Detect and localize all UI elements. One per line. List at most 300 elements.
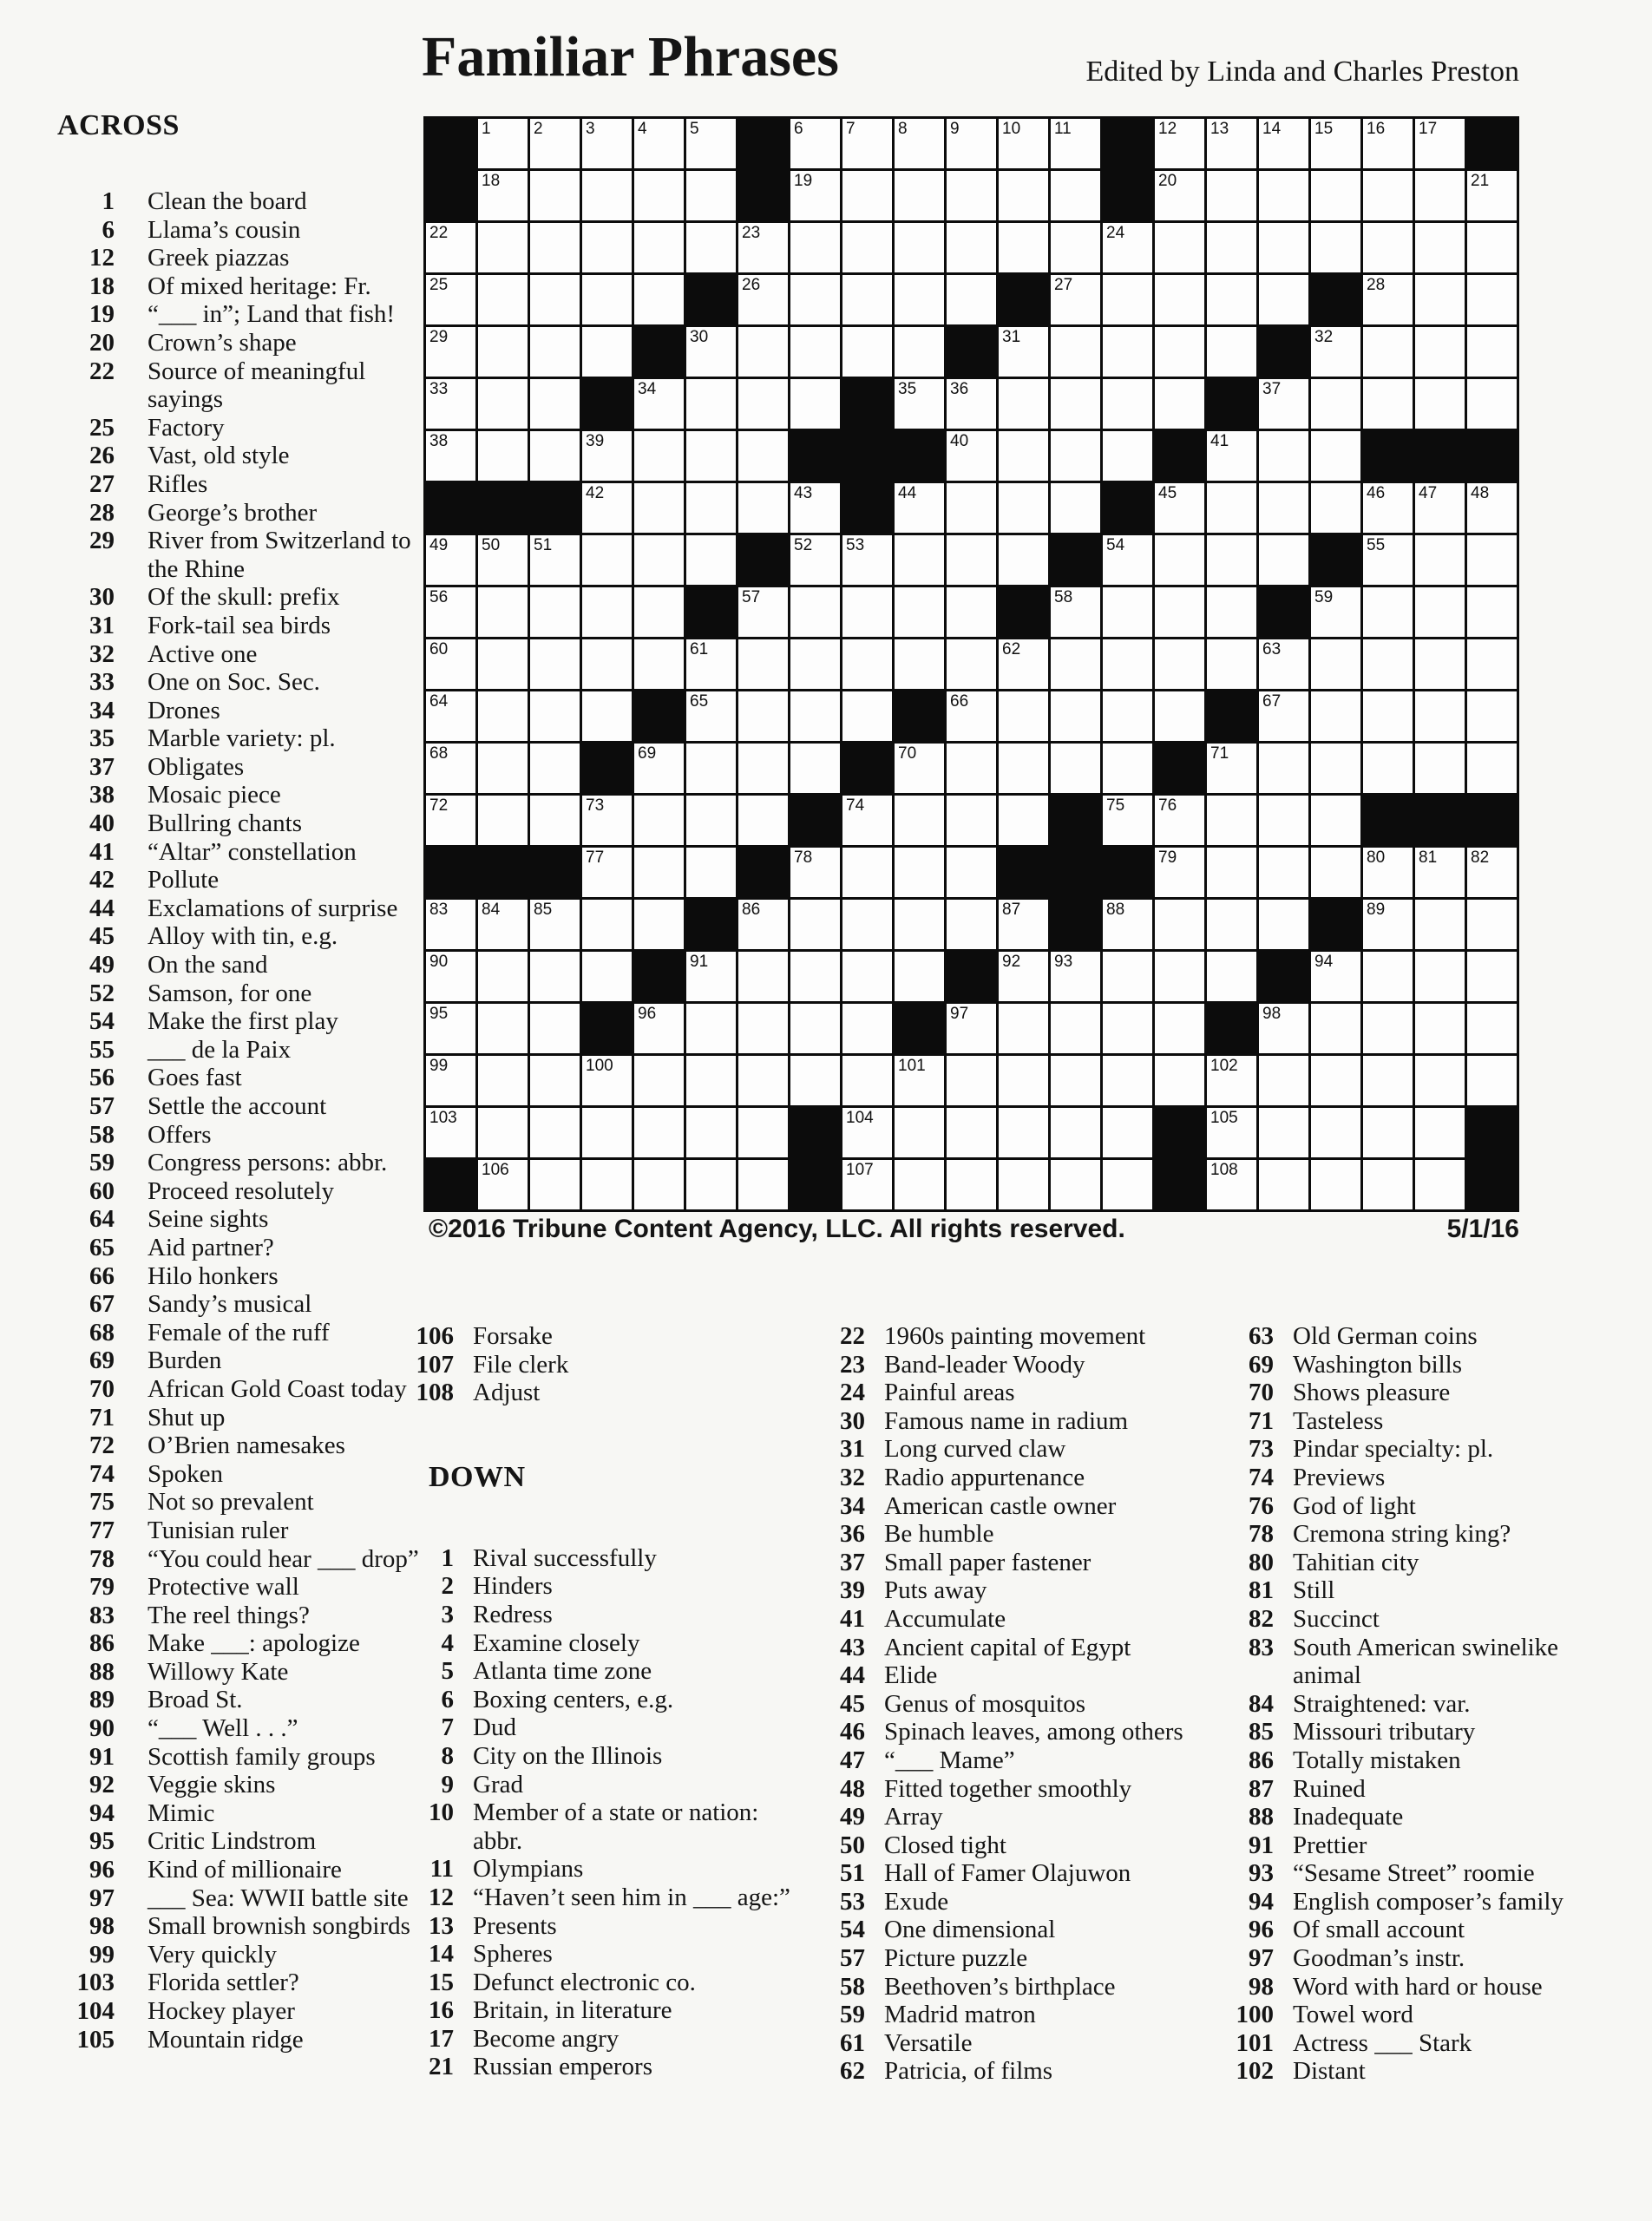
grid-cell[interactable]: [426, 431, 475, 481]
grid-cell[interactable]: [790, 223, 840, 272]
grid-cell[interactable]: [530, 223, 580, 272]
grid-cell[interactable]: [478, 379, 528, 429]
grid-cell[interactable]: [530, 639, 580, 689]
grid-cell[interactable]: [947, 639, 996, 689]
grid-cell[interactable]: [1051, 639, 1100, 689]
grid-cell[interactable]: [947, 744, 996, 793]
grid-cell[interactable]: [1415, 639, 1465, 689]
grid-cell[interactable]: [582, 327, 632, 377]
grid-cell[interactable]: [1103, 275, 1152, 324]
grid-cell[interactable]: [530, 900, 580, 949]
grid-cell[interactable]: [947, 119, 996, 168]
grid-cell[interactable]: [582, 275, 632, 324]
grid-cell[interactable]: [947, 379, 996, 429]
grid-cell[interactable]: [634, 796, 684, 845]
grid-cell[interactable]: [1363, 639, 1413, 689]
grid-cell[interactable]: [1051, 431, 1100, 481]
grid-cell[interactable]: [1363, 379, 1413, 429]
grid-cell[interactable]: [1103, 379, 1152, 429]
grid-cell[interactable]: [478, 327, 528, 377]
grid-cell[interactable]: [634, 1004, 684, 1053]
grid-cell[interactable]: [1259, 639, 1308, 689]
grid-cell[interactable]: [738, 587, 788, 637]
grid-cell[interactable]: [1155, 1056, 1204, 1105]
grid-cell[interactable]: [895, 379, 944, 429]
grid-cell[interactable]: [426, 639, 475, 689]
grid-cell[interactable]: [1311, 639, 1360, 689]
grid-cell[interactable]: [999, 1004, 1048, 1053]
grid-cell[interactable]: [1311, 691, 1360, 741]
grid-cell[interactable]: [478, 275, 528, 324]
grid-cell[interactable]: [738, 483, 788, 533]
grid-cell[interactable]: [582, 119, 632, 168]
grid-cell[interactable]: [1259, 275, 1308, 324]
grid-cell[interactable]: [582, 1056, 632, 1105]
grid-cell[interactable]: [1415, 1160, 1465, 1209]
grid-cell[interactable]: [1207, 327, 1256, 377]
grid-cell[interactable]: [686, 1160, 736, 1209]
grid-cell[interactable]: [478, 900, 528, 949]
grid-cell[interactable]: [530, 275, 580, 324]
grid-cell[interactable]: [1207, 587, 1256, 637]
grid-cell[interactable]: [1363, 900, 1413, 949]
grid-cell[interactable]: [1415, 1108, 1465, 1157]
grid-cell[interactable]: [1415, 744, 1465, 793]
grid-cell[interactable]: [999, 639, 1048, 689]
grid-cell[interactable]: [1155, 223, 1204, 272]
grid-cell[interactable]: [1207, 535, 1256, 585]
grid-cell[interactable]: [686, 1056, 736, 1105]
grid-cell[interactable]: [1051, 1004, 1100, 1053]
grid-cell[interactable]: [738, 275, 788, 324]
grid-cell[interactable]: [999, 952, 1048, 1001]
grid-cell[interactable]: [530, 1004, 580, 1053]
grid-cell[interactable]: [582, 952, 632, 1001]
grid-cell[interactable]: [1259, 796, 1308, 845]
grid-cell[interactable]: [999, 744, 1048, 793]
grid-cell[interactable]: [947, 171, 996, 220]
grid-cell[interactable]: [1259, 900, 1308, 949]
grid-cell[interactable]: [738, 900, 788, 949]
grid-cell[interactable]: [426, 535, 475, 585]
grid-cell[interactable]: [1311, 119, 1360, 168]
grid-cell[interactable]: [999, 327, 1048, 377]
grid-cell[interactable]: [738, 691, 788, 741]
grid-cell[interactable]: [1155, 483, 1204, 533]
grid-cell[interactable]: [1363, 119, 1413, 168]
grid-cell[interactable]: [738, 1056, 788, 1105]
grid-cell[interactable]: [426, 900, 475, 949]
grid-cell[interactable]: [478, 119, 528, 168]
grid-cell[interactable]: [1051, 327, 1100, 377]
grid-cell[interactable]: [1311, 796, 1360, 845]
grid-cell[interactable]: [1467, 1004, 1517, 1053]
grid-cell[interactable]: [1467, 483, 1517, 533]
grid-cell[interactable]: [895, 483, 944, 533]
grid-cell[interactable]: [1363, 1056, 1413, 1105]
grid-cell[interactable]: [478, 1004, 528, 1053]
grid-cell[interactable]: [1103, 223, 1152, 272]
grid-cell[interactable]: [1207, 1056, 1256, 1105]
grid-cell[interactable]: [1363, 1108, 1413, 1157]
grid-cell[interactable]: [842, 171, 892, 220]
grid-cell[interactable]: [1467, 275, 1517, 324]
grid-cell[interactable]: [530, 119, 580, 168]
grid-cell[interactable]: [790, 275, 840, 324]
grid-cell[interactable]: [634, 639, 684, 689]
grid-cell[interactable]: [1103, 796, 1152, 845]
grid-cell[interactable]: [895, 223, 944, 272]
grid-cell[interactable]: [1207, 431, 1256, 481]
grid-cell[interactable]: [895, 1108, 944, 1157]
grid-cell[interactable]: [1103, 1160, 1152, 1209]
grid-cell[interactable]: [1103, 900, 1152, 949]
grid-cell[interactable]: [1155, 900, 1204, 949]
grid-cell[interactable]: [1311, 1056, 1360, 1105]
grid-cell[interactable]: [1051, 1108, 1100, 1157]
grid-cell[interactable]: [426, 275, 475, 324]
grid-cell[interactable]: [1363, 275, 1413, 324]
grid-cell[interactable]: [478, 796, 528, 845]
grid-cell[interactable]: [530, 431, 580, 481]
grid-cell[interactable]: [1259, 1160, 1308, 1209]
grid-cell[interactable]: [426, 1108, 475, 1157]
grid-cell[interactable]: [1363, 691, 1413, 741]
grid-cell[interactable]: [1311, 223, 1360, 272]
grid-cell[interactable]: [1311, 952, 1360, 1001]
grid-cell[interactable]: [686, 431, 736, 481]
grid-cell[interactable]: [1311, 1160, 1360, 1209]
grid-cell[interactable]: [426, 1004, 475, 1053]
grid-cell[interactable]: [1207, 744, 1256, 793]
grid-cell[interactable]: [1207, 119, 1256, 168]
grid-cell[interactable]: [1103, 535, 1152, 585]
grid-cell[interactable]: [1363, 848, 1413, 897]
grid-cell[interactable]: [478, 639, 528, 689]
grid-cell[interactable]: [582, 171, 632, 220]
grid-cell[interactable]: [1311, 848, 1360, 897]
grid-cell[interactable]: [790, 483, 840, 533]
grid-cell[interactable]: [1051, 952, 1100, 1001]
grid-cell[interactable]: [478, 744, 528, 793]
grid-cell[interactable]: [634, 1056, 684, 1105]
grid-cell[interactable]: [1259, 431, 1308, 481]
grid-cell[interactable]: [1311, 171, 1360, 220]
grid-cell[interactable]: [1363, 1004, 1413, 1053]
grid-cell[interactable]: [790, 587, 840, 637]
grid-cell[interactable]: [1467, 327, 1517, 377]
grid-cell[interactable]: [582, 1160, 632, 1209]
grid-cell[interactable]: [582, 639, 632, 689]
grid-cell[interactable]: [1207, 1160, 1256, 1209]
grid-cell[interactable]: [895, 1056, 944, 1105]
grid-cell[interactable]: [686, 379, 736, 429]
grid-cell[interactable]: [842, 952, 892, 1001]
grid-cell[interactable]: [842, 639, 892, 689]
grid-cell[interactable]: [1155, 275, 1204, 324]
grid-cell[interactable]: [1051, 171, 1100, 220]
grid-cell[interactable]: [1311, 483, 1360, 533]
grid-cell[interactable]: [947, 691, 996, 741]
grid-cell[interactable]: [1415, 848, 1465, 897]
grid-cell[interactable]: [790, 535, 840, 585]
grid-cell[interactable]: [1415, 1056, 1465, 1105]
grid-cell[interactable]: [1467, 639, 1517, 689]
grid-cell[interactable]: [478, 223, 528, 272]
grid-cell[interactable]: [842, 223, 892, 272]
grid-cell[interactable]: [738, 952, 788, 1001]
grid-cell[interactable]: [895, 171, 944, 220]
grid-cell[interactable]: [686, 952, 736, 1001]
grid-cell[interactable]: [1467, 900, 1517, 949]
grid-cell[interactable]: [1363, 587, 1413, 637]
grid-cell[interactable]: [1155, 327, 1204, 377]
grid-cell[interactable]: [895, 327, 944, 377]
grid-cell[interactable]: [426, 587, 475, 637]
grid-cell[interactable]: [686, 483, 736, 533]
grid-cell[interactable]: [1259, 1004, 1308, 1053]
grid-cell[interactable]: [895, 275, 944, 324]
grid-cell[interactable]: [478, 952, 528, 1001]
grid-cell[interactable]: [895, 796, 944, 845]
grid-cell[interactable]: [1311, 744, 1360, 793]
grid-cell[interactable]: [686, 1004, 736, 1053]
grid-cell[interactable]: [1155, 379, 1204, 429]
grid-cell[interactable]: [842, 900, 892, 949]
grid-cell[interactable]: [1363, 1160, 1413, 1209]
grid-cell[interactable]: [1363, 171, 1413, 220]
grid-cell[interactable]: [1207, 171, 1256, 220]
grid-cell[interactable]: [478, 171, 528, 220]
grid-cell[interactable]: [1415, 119, 1465, 168]
grid-cell[interactable]: [895, 848, 944, 897]
grid-cell[interactable]: [478, 535, 528, 585]
grid-cell[interactable]: [738, 744, 788, 793]
grid-cell[interactable]: [842, 1004, 892, 1053]
grid-cell[interactable]: [1311, 327, 1360, 377]
grid-cell[interactable]: [1207, 1108, 1256, 1157]
grid-cell[interactable]: [1467, 744, 1517, 793]
grid-cell[interactable]: [530, 379, 580, 429]
grid-cell[interactable]: [530, 1160, 580, 1209]
grid-cell[interactable]: [895, 587, 944, 637]
grid-cell[interactable]: [1415, 1004, 1465, 1053]
grid-cell[interactable]: [634, 275, 684, 324]
grid-cell[interactable]: [790, 639, 840, 689]
grid-cell[interactable]: [895, 535, 944, 585]
grid-cell[interactable]: [1259, 483, 1308, 533]
grid-cell[interactable]: [1467, 848, 1517, 897]
grid-cell[interactable]: [947, 900, 996, 949]
grid-cell[interactable]: [530, 691, 580, 741]
grid-cell[interactable]: [1155, 796, 1204, 845]
grid-cell[interactable]: [842, 1108, 892, 1157]
grid-cell[interactable]: [686, 796, 736, 845]
grid-cell[interactable]: [1311, 587, 1360, 637]
grid-cell[interactable]: [634, 223, 684, 272]
grid-cell[interactable]: [842, 1056, 892, 1105]
grid-cell[interactable]: [686, 223, 736, 272]
grid-cell[interactable]: [947, 431, 996, 481]
grid-cell[interactable]: [790, 379, 840, 429]
grid-cell[interactable]: [790, 1056, 840, 1105]
grid-cell[interactable]: [686, 327, 736, 377]
grid-cell[interactable]: [530, 327, 580, 377]
grid-cell[interactable]: [895, 1160, 944, 1209]
grid-cell[interactable]: [999, 379, 1048, 429]
grid-cell[interactable]: [582, 535, 632, 585]
grid-cell[interactable]: [790, 744, 840, 793]
grid-cell[interactable]: [1467, 1056, 1517, 1105]
grid-cell[interactable]: [1259, 379, 1308, 429]
grid-cell[interactable]: [999, 691, 1048, 741]
grid-cell[interactable]: [582, 900, 632, 949]
grid-cell[interactable]: [1051, 691, 1100, 741]
grid-cell[interactable]: [1311, 379, 1360, 429]
grid-cell[interactable]: [478, 1160, 528, 1209]
grid-cell[interactable]: [426, 691, 475, 741]
grid-cell[interactable]: [738, 431, 788, 481]
grid-cell[interactable]: [634, 119, 684, 168]
grid-cell[interactable]: [426, 796, 475, 845]
grid-cell[interactable]: [738, 796, 788, 845]
grid-cell[interactable]: [1051, 275, 1100, 324]
grid-cell[interactable]: [1207, 796, 1256, 845]
grid-cell[interactable]: [686, 535, 736, 585]
grid-cell[interactable]: [999, 900, 1048, 949]
grid-cell[interactable]: [790, 691, 840, 741]
grid-cell[interactable]: [947, 848, 996, 897]
grid-cell[interactable]: [1051, 1160, 1100, 1209]
grid-cell[interactable]: [686, 848, 736, 897]
grid-cell[interactable]: [1155, 535, 1204, 585]
grid-cell[interactable]: [895, 744, 944, 793]
grid-cell[interactable]: [530, 744, 580, 793]
grid-cell[interactable]: [1415, 483, 1465, 533]
grid-cell[interactable]: [842, 535, 892, 585]
grid-cell[interactable]: [1207, 952, 1256, 1001]
grid-cell[interactable]: [842, 848, 892, 897]
grid-cell[interactable]: [426, 223, 475, 272]
grid-cell[interactable]: [1467, 952, 1517, 1001]
grid-cell[interactable]: [790, 952, 840, 1001]
grid-cell[interactable]: [790, 119, 840, 168]
grid-cell[interactable]: [582, 431, 632, 481]
grid-cell[interactable]: [686, 744, 736, 793]
grid-cell[interactable]: [1467, 691, 1517, 741]
grid-cell[interactable]: [686, 171, 736, 220]
grid-cell[interactable]: [1259, 848, 1308, 897]
grid-cell[interactable]: [634, 483, 684, 533]
grid-cell[interactable]: [738, 327, 788, 377]
grid-cell[interactable]: [999, 431, 1048, 481]
grid-cell[interactable]: [582, 848, 632, 897]
grid-cell[interactable]: [1207, 900, 1256, 949]
grid-cell[interactable]: [1207, 639, 1256, 689]
grid-cell[interactable]: [895, 639, 944, 689]
grid-cell[interactable]: [1363, 483, 1413, 533]
grid-cell[interactable]: [842, 691, 892, 741]
grid-cell[interactable]: [582, 587, 632, 637]
grid-cell[interactable]: [999, 1108, 1048, 1157]
grid-cell[interactable]: [1155, 691, 1204, 741]
grid-cell[interactable]: [947, 1056, 996, 1105]
grid-cell[interactable]: [999, 535, 1048, 585]
grid-cell[interactable]: [790, 848, 840, 897]
grid-cell[interactable]: [1363, 535, 1413, 585]
grid-cell[interactable]: [1259, 1056, 1308, 1105]
grid-cell[interactable]: [1415, 952, 1465, 1001]
grid-cell[interactable]: [1103, 1108, 1152, 1157]
grid-cell[interactable]: [842, 275, 892, 324]
grid-cell[interactable]: [790, 1004, 840, 1053]
grid-cell[interactable]: [790, 900, 840, 949]
grid-cell[interactable]: [478, 691, 528, 741]
grid-cell[interactable]: [1207, 223, 1256, 272]
grid-cell[interactable]: [634, 744, 684, 793]
grid-cell[interactable]: [530, 796, 580, 845]
grid-cell[interactable]: [426, 327, 475, 377]
grid-cell[interactable]: [842, 327, 892, 377]
grid-cell[interactable]: [790, 171, 840, 220]
grid-cell[interactable]: [1155, 1004, 1204, 1053]
grid-cell[interactable]: [1467, 587, 1517, 637]
grid-cell[interactable]: [947, 535, 996, 585]
grid-cell[interactable]: [1415, 535, 1465, 585]
grid-cell[interactable]: [1311, 1108, 1360, 1157]
grid-cell[interactable]: [1363, 744, 1413, 793]
grid-cell[interactable]: [686, 119, 736, 168]
grid-cell[interactable]: [895, 952, 944, 1001]
grid-cell[interactable]: [1259, 744, 1308, 793]
grid-cell[interactable]: [895, 900, 944, 949]
grid-cell[interactable]: [1363, 952, 1413, 1001]
grid-cell[interactable]: [1155, 119, 1204, 168]
grid-cell[interactable]: [1207, 848, 1256, 897]
grid-cell[interactable]: [947, 1108, 996, 1157]
grid-cell[interactable]: [530, 1056, 580, 1105]
grid-cell[interactable]: [1415, 275, 1465, 324]
grid-cell[interactable]: [999, 1056, 1048, 1105]
grid-cell[interactable]: [1415, 223, 1465, 272]
grid-cell[interactable]: [1051, 119, 1100, 168]
grid-cell[interactable]: [738, 223, 788, 272]
grid-cell[interactable]: [1155, 171, 1204, 220]
grid-cell[interactable]: [1051, 223, 1100, 272]
grid-cell[interactable]: [842, 587, 892, 637]
grid-cell[interactable]: [1259, 535, 1308, 585]
grid-cell[interactable]: [1155, 587, 1204, 637]
grid-cell[interactable]: [738, 639, 788, 689]
grid-cell[interactable]: [478, 1056, 528, 1105]
grid-cell[interactable]: [1051, 379, 1100, 429]
grid-cell[interactable]: [686, 639, 736, 689]
grid-cell[interactable]: [1051, 587, 1100, 637]
grid-cell[interactable]: [1207, 483, 1256, 533]
grid-cell[interactable]: [1415, 379, 1465, 429]
grid-cell[interactable]: [1155, 639, 1204, 689]
grid-cell[interactable]: [478, 431, 528, 481]
grid-cell[interactable]: [999, 171, 1048, 220]
grid-cell[interactable]: [1103, 744, 1152, 793]
grid-cell[interactable]: [426, 1056, 475, 1105]
grid-cell[interactable]: [947, 1160, 996, 1209]
grid-cell[interactable]: [947, 483, 996, 533]
grid-cell[interactable]: [1103, 327, 1152, 377]
grid-cell[interactable]: [426, 744, 475, 793]
grid-cell[interactable]: [1103, 639, 1152, 689]
grid-cell[interactable]: [634, 379, 684, 429]
